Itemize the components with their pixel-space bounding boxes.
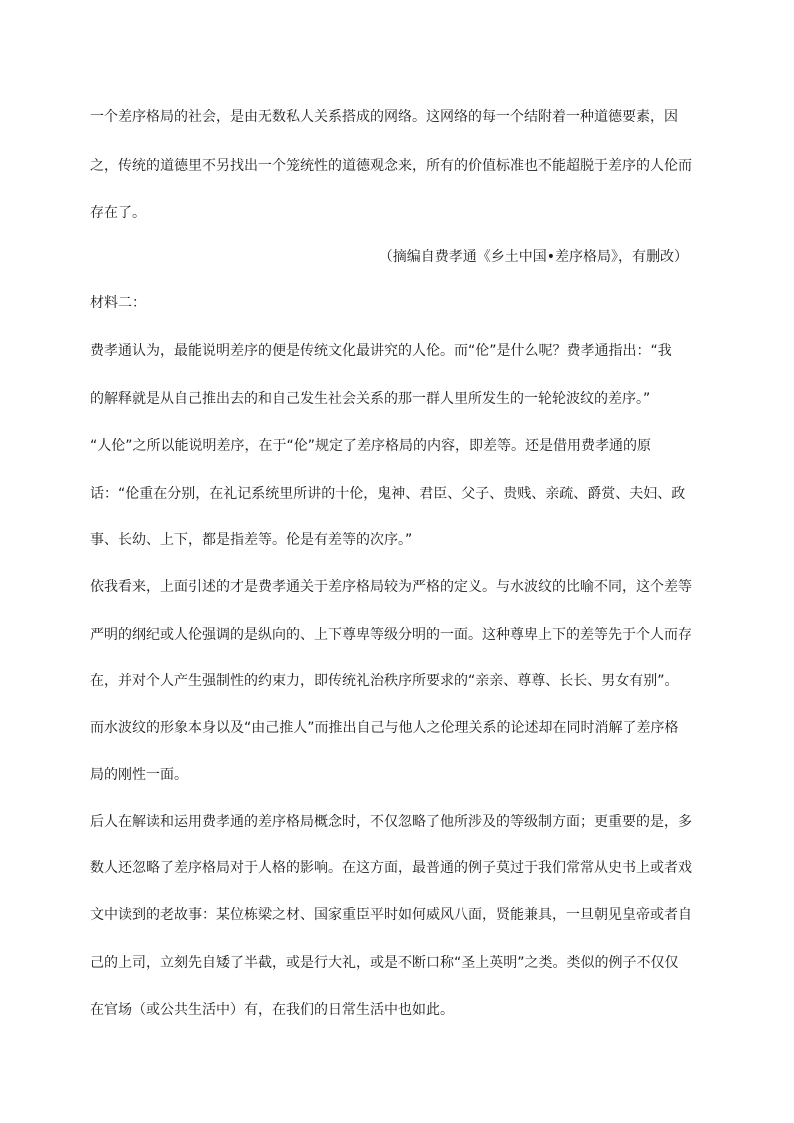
text-line: 数人还忽略了差序格局对于人格的影响。在这方面，最普通的例子莫过于我们常常从史书上或者戏 <box>90 860 692 876</box>
text-line: 严明的纲纪或人伦强调的是纵向的、上下尊卑等级分明的一面。这种尊卑上下的差等先于个人而存 <box>90 627 692 643</box>
text-line: 费孝通认为，最能说明差序的便是传统文化最讲究的人伦。而“伦”是什么呢？费孝通指出：“我 <box>90 343 672 359</box>
text-line: 己的上司，立刻先自矮了半截，或是行大礼，或是不断口称“圣上英明”之类。类似的例子不仅仅 <box>90 955 679 971</box>
text-line: 存在了。 <box>90 205 146 221</box>
text-line: 的解释就是从自己推出去的和自己发生社会关系的那一群人里所发生的一轮轮波纹的差序。” <box>90 391 651 407</box>
section-heading: 材料二： <box>90 295 146 311</box>
text-line: 文中读到的老故事：某位栋梁之材、国家重臣平时如何威风八面，贤能兼具，一旦朝见皇帝或者自 <box>90 907 692 923</box>
text-line: 之，传统的道德里不另找出一个笼统性的道德观念来，所有的价值标准也不能超脱于差序的人伦而 <box>90 158 692 174</box>
text-line: 后人在解读和运用费孝通的差序格局概念时，不仅忽略了他所涉及的等级制方面；更重要的是，多 <box>90 814 692 830</box>
text-line: 事、长幼、上下，都是指差等。伦是有差等的次序。” <box>90 532 413 548</box>
text-line: 局的刚性一面。 <box>90 767 188 783</box>
text-line: 一个差序格局的社会，是由无数私人关系搭成的网络。这网络的每一个结附着一种道德要素，因 <box>90 109 678 125</box>
text-line: 在，并对个人产生强制性的约束力，即传统礼治秩序所要求的“亲亲、尊尊、长长、男女有别”。 <box>90 673 679 689</box>
text-line: 在官场（或公共生活中）有，在我们的日常生活中也如此。 <box>90 1002 454 1018</box>
source-citation: （摘编自费孝通《乡土中国•差序格局》，有删改） <box>378 249 688 265</box>
text-line: 话：“伦重在分别，在礼记系统里所讲的十伦，鬼神、君臣、父子、贵贱、亲疏、爵赏、夫妇、政 <box>90 486 686 502</box>
text-line: “人伦”之所以能说明差序，在于“伦”规定了差序格局的内容，即差等。还是借用费孝通的原 <box>90 438 652 454</box>
text-line: 而水波纹的形象本身以及“由己推人”而推出自己与他人之伦理关系的论述却在同时消解了差序格 <box>90 720 679 736</box>
text-line: 依我看来，上面引述的才是费孝通关于差序格局较为严格的定义。与水波纹的比喻不同，这个差等 <box>90 579 692 595</box>
